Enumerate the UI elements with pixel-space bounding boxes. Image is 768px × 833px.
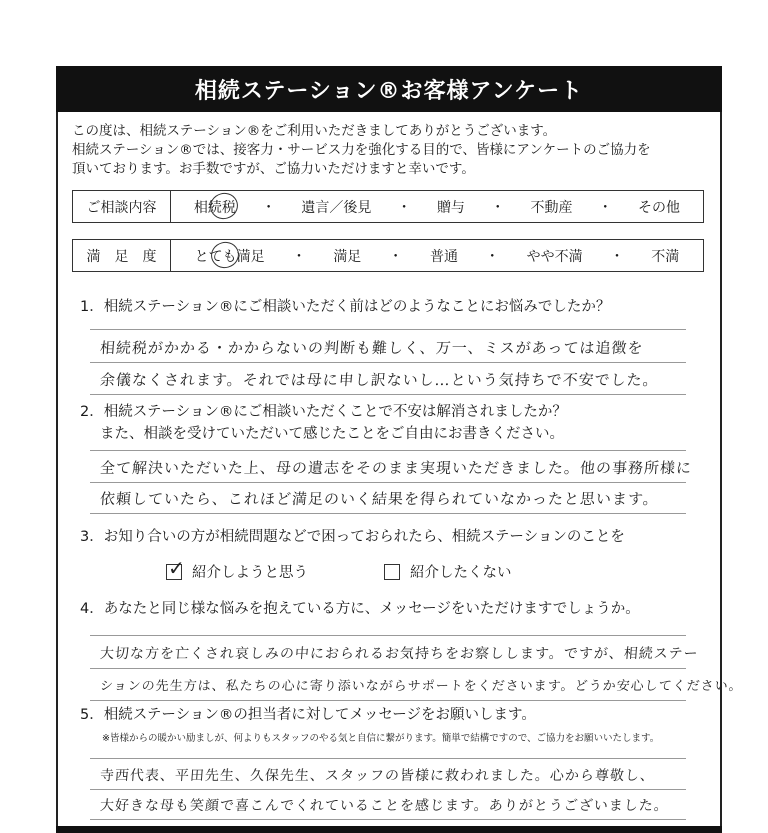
consult-option[interactable]: 不動産 — [530, 199, 573, 216]
consult-box — [72, 190, 704, 223]
satisfaction-option[interactable]: やや不満 — [526, 248, 583, 265]
rule-line — [90, 329, 686, 330]
q1-answer-line: 余儀なくされます。それでは母に申し訳ないし…という気持ちで不安でした。 — [99, 371, 660, 389]
rule-line — [90, 394, 686, 395]
consult-option[interactable]: その他 — [638, 199, 680, 216]
q5-answer-line: 寺西代表、平田先生、久保先生、スタッフの皆様に救われました。心から尊敬し、 — [99, 768, 656, 784]
q4-answer-line: ションの先生方は、私たちの心に寄り添いながらサポートをくださいます。どうか安心してください。 — [99, 679, 744, 694]
option-not-recommend[interactable] — [384, 561, 512, 582]
satisfaction-option[interactable]: 満足 — [333, 248, 362, 265]
separator: ・ — [291, 248, 306, 265]
question-2-line: また、相談を受けていただいて感じたことをご自由にお書きください。 — [100, 426, 564, 442]
question-4: 4．あなたと同じ様な悩みを抱えている方に、メッセージをいただけますでしょうか。 — [80, 601, 640, 617]
separator: ・ — [485, 248, 500, 265]
intro-text — [72, 122, 712, 179]
option-not-recommend-label: 紹介したくない — [410, 565, 512, 581]
rule-line — [90, 819, 686, 820]
rule-line — [90, 789, 686, 790]
satisfaction-option[interactable]: 普通 — [429, 248, 458, 265]
q1-answer-line: 相続税がかかる・かからないの判断も難しく、万一、ミスがあっては追徴を — [99, 339, 645, 357]
footer-bar — [56, 826, 722, 833]
satisfaction-label: 満 足 度 — [73, 240, 171, 271]
rule-line — [90, 700, 686, 701]
rule-line — [90, 635, 686, 636]
separator: ・ — [490, 199, 505, 216]
rule-line — [90, 668, 686, 669]
satisfaction-option-selected[interactable]: とても満足 — [195, 246, 265, 266]
q5-answer-line: 大好きな母も笑顔で喜こんでくれていることを感じます。ありがとうございました。 — [99, 798, 670, 814]
rule-line — [90, 482, 686, 483]
separator: ・ — [609, 248, 624, 265]
checkbox-unchecked[interactable] — [384, 564, 400, 580]
consult-label: ご相談内容 — [73, 191, 171, 222]
q4-answer-line: 大切な方を亡くされ哀しみの中におられるお気持ちをお察しします。ですが、相続ステー — [99, 646, 700, 662]
separator: ・ — [261, 199, 276, 216]
option-recommend[interactable] — [166, 561, 308, 582]
question-5: 5．相続ステーション®の担当者に対してメッセージをお願いします。 — [80, 707, 536, 723]
satisfaction-box — [72, 239, 704, 272]
intro-line: 頂いております。お手数ですが、ご協力いただけますと幸いです。 — [72, 161, 475, 177]
q2-answer-line: 全て解決いただいた上、母の遺志をそのまま実現いただきました。他の事務所様に — [99, 459, 693, 477]
survey-title: 相続ステーション®お客様アンケート — [56, 66, 722, 112]
satisfaction-option[interactable]: 不満 — [651, 248, 680, 265]
consult-options — [171, 197, 703, 217]
consult-option[interactable]: 遺言／後見 — [301, 199, 372, 216]
consult-option-selected[interactable]: 相続税 — [194, 197, 236, 217]
rule-line — [90, 450, 686, 451]
option-recommend-label: 紹介しようと思う — [192, 565, 308, 581]
rule-line — [90, 362, 686, 363]
satisfaction-options — [171, 246, 703, 266]
question-1: 1．相続ステーション®にご相談いただく前はどのようなことにお悩みでしたか？ — [80, 299, 611, 315]
checkbox-checked[interactable] — [166, 564, 182, 580]
intro-line: 相続ステーション®では、接客力・サービス力を強化する目的で、皆様にアンケートのご協力を — [72, 142, 651, 158]
separator: ・ — [388, 248, 403, 265]
q5-note: ※皆様からの暖かい励ましが、何よりもスタッフのやる気と自信に繋がります。簡単で結構ですので、ご協力をお願いいたします。 — [102, 733, 660, 744]
separator: ・ — [397, 199, 412, 216]
q2-answer-line: 依頼していたら、これほど満足のいく結果を得られていなかったと思います。 — [99, 490, 660, 508]
question-2-line: 2．相続ステーション®にご相談いただくことで不安は解消されましたか？ — [80, 404, 567, 420]
intro-line: この度は、相続ステーション®をご利用いただきましてありがとうございます。 — [72, 123, 557, 139]
separator: ・ — [598, 199, 613, 216]
question-3: 3．お知り合いの方が相続問題などで困っておられたら、相続ステーションのことを — [80, 529, 625, 545]
question-2 — [80, 401, 567, 445]
consult-option[interactable]: 贈与 — [436, 199, 465, 216]
rule-line — [90, 513, 686, 514]
rule-line — [90, 758, 686, 759]
